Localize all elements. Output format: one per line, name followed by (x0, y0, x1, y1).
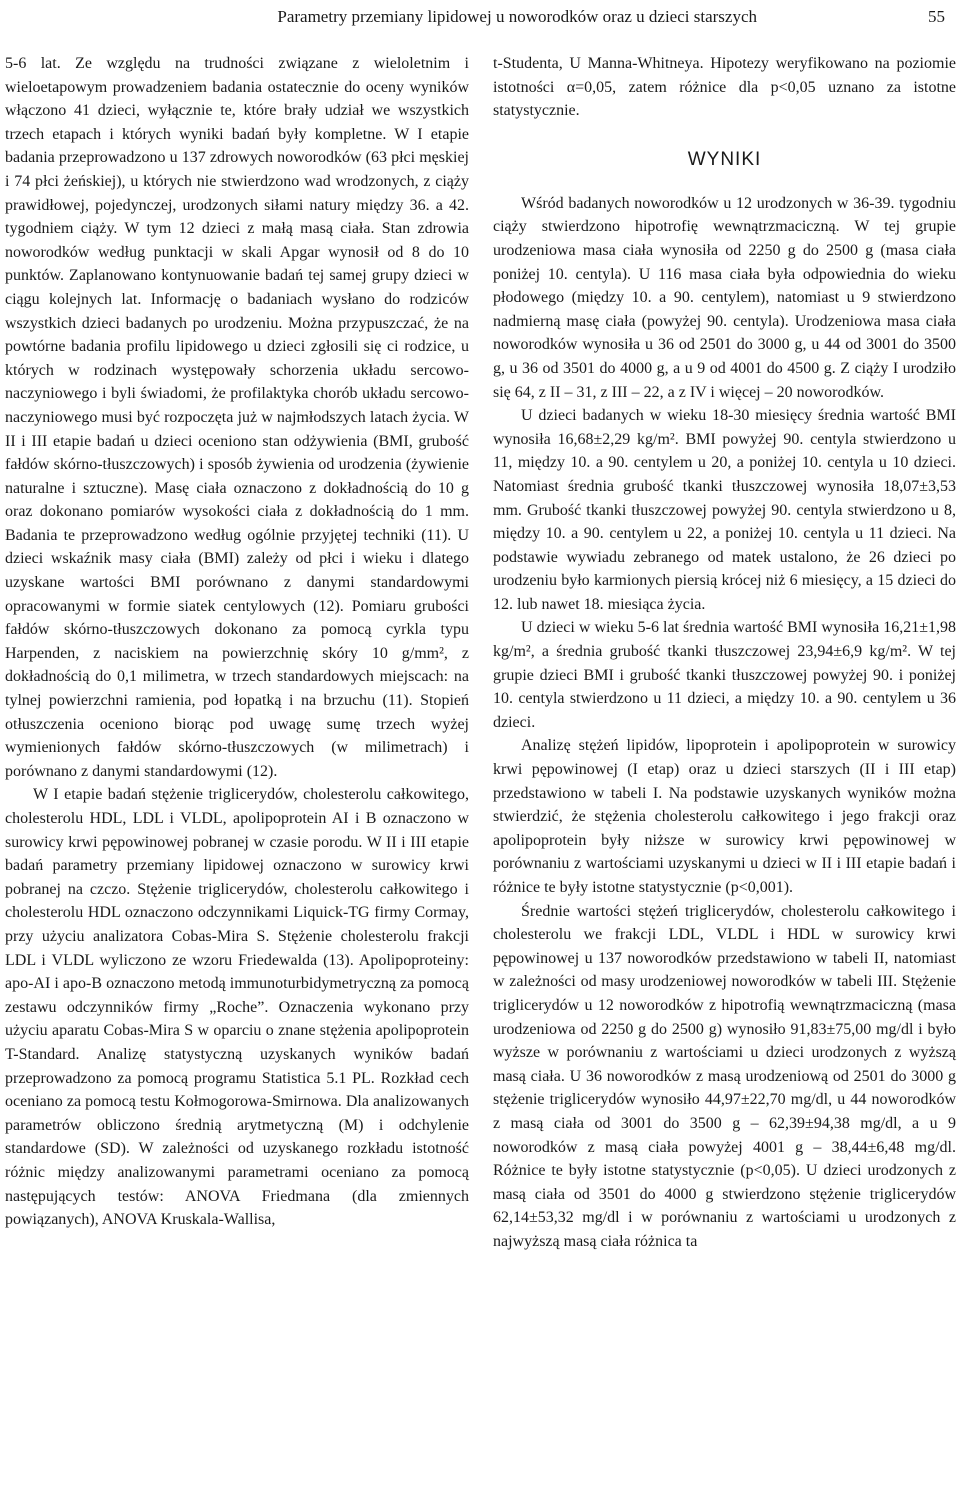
body-paragraph: W I etapie badań stężenie triglicerydów, cholesterolu całkowitego, cholesterolu HDL, LDL i VLDL, apolipoprotein AI i B oznaczono w surowicy krwi pępowinowej pobranej w czasie porodu. W II i III etapie badań parametry przemiany lipidowej oznaczono w surowicy krwi pobranej na czczo. Stężenie triglicerydów, cholesterolu całkowitego i cholesterolu HDL oznaczono odczynnikami Liquick-TG firmy Cormay, przy użyciu analizatora Cobas-Mira S. Stężenie cholesterolu frakcji LDL i VLDL wyliczono ze wzoru Friedewalda (13). Apolipoproteiny: apo-AI i apo-B oznaczono metodą immunoturbidymetryczną za pomocą zestawu odczynników firmy „Roche”. Oznaczenia wykonano przy użyciu aparatu Cobas-Mira S w oparciu o znane stężenia apolipoprotein T-Standard. Analizę statystyczną uzyskanych wyników badań przeprowadzono za pomocą programu Statistica 5.1 PL. Rozkład cech oceniano za pomocą testu Kołmogorowa-Smirnowa. Dla analizowanych parametrów obliczono średnią arytmetyczną (M) i odchylenie standardowe (SD). W zależności od uzyskanego rozkładu istotność różnic między analizowanymi parametrami oceniano za pomocą następujących testów: ANOVA Friedmana (dla zmiennych powiązanych), ANOVA Kruskala-Wallisa, (5, 786, 469, 1229)
body-paragraph: Wśród badanych noworodków u 12 urodzonych w 36-39. tygodniu ciąży stwierdzono hipotrofię wewnątrzmaciczną. W tej grupie urodzeniowa masa ciała wynosiła od 2250 g do 2500 g (masa ciała poniżej 10. centyla). U 116 masa ciała była odpowiednia do wieku płodowego (między 10. a 90. centylem), natomiast u 9 stwierdzono nadmierną masę ciała (powyżej 90. centyla). Urodzeniowa masa ciała noworodków wynosiła u 36 od 2501 do 3000 g, u 44 od 3001 do 3500 g, u 36 od 3501 do 4000 g, a u 9 od 4001 do 4500 g. Z ciąży I urodziło się 64, z II – 31, z III – 22, a z IV i więcej – 20 noworodków. (493, 194, 956, 401)
body-paragraph: U dzieci w wieku 5-6 lat średnia wartość BMI wynosiła 16,21±1,98 kg/m², a średnia grubość tkanki tłuszczowej 23,94±6,9 kg/m². W tej grupie dzieci BMI i grubość tkanki tłuszczowej powyżej 90. i poniżej 10. centyla stwierdzono u 11 dzieci, a między 10. a 90. centylem u 36 dzieci. (493, 619, 956, 731)
body-paragraph: U dzieci badanych w wieku 18-30 miesięcy średnia wartość BMI wynosiła 16,68±2,29 kg/m². BMI powyżej 90. centyla stwierdzono u 11, między 10. a 90. centylem u 20, a poniżej 10. centyla u 10 dzieci. Natomiast średnia grubość tkanki tłuszczowej wynosiła 18,07±3,53 mm. Grubość tkanki tłuszczowej powyżej 90. centyla stwierdzono u 8, między 10. a 90. centylem u 22, a poniżej 10. centyla u 11 dzieci. Na podstawie wywiadu zebranego od matek ustalono, że 26 dzieci po urodzeniu było karmionych piersią krócej niż 6 miesięcy, a 15 dzieci do 12. lub nawet 18. miesiąca życia. (493, 407, 956, 613)
page-number: 55 (928, 7, 945, 26)
right-column (493, 52, 956, 1254)
left-column (5, 52, 469, 1232)
running-header (0, 6, 960, 28)
section-heading: WYNIKI (687, 148, 762, 170)
running-title: Parametry przemiany lipidowej u noworodków oraz u dzieci starszych (277, 7, 757, 26)
body-paragraph: Analizę stężeń lipidów, lipoprotein i apolipoprotein w surowicy krwi pępowinowej (I etap) oraz u dzieci starszych (II i III etap) przedstawiono w tabeli I. Na podstawie uzyskanych wyników można stwierdzić, że stężenia cholesterolu całkowitego i jego frakcji oraz apolipoprotein były niższe w surowicy krwi pępowinowej w porównaniu z wartościami uzyskanymi u dzieci w II i III etapie badań i różnice te były istotne statystycznie (p<0,001). (493, 737, 956, 896)
body-paragraph: Średnie wartości stężeń triglicerydów, cholesterolu całkowitego i cholesterolu we frakcji LDL, VLDL i HDL w surowicy krwi pępowinowej u 137 noworodków przedstawiono w tabeli II, natomiast w zależności od masy urodzeniowej noworodków w tabeli III. Stężenie triglicerydów u 12 noworodków z hipotrofią wewnątrzmaciczną (masa urodzeniowa od 2250 g do 2500 g) wynosiło 91,83±75,00 mg/dl i było wyższe w porównaniu z wartościami u dzieci urodzonych z wyższą masą ciała. U 36 noworodków z masą urodzeniową od 2501 do 3000 g stężenie triglicerydów wynosiło 44,97±22,70 mg/dl, u 44 noworodków z masą ciała od 3001 do 3500 g – 62,39±94,38 mg/dl, a u 9 noworodków z masą ciała powyżej 4001 g – 38,44±6,48 mg/dl. Różnice te były istotne statystycznie (p<0,05). U dzieci urodzonych z masą ciała od 3501 do 4000 g stwierdzono stężenie triglicerydów 62,14±53,32 mg/dl i w porównaniu z wartościami u urodzonych z najwyższą masą ciała różnica ta (493, 902, 956, 1250)
body-paragraph: t-Studenta, U Manna-Whitneya. Hipotezy weryfikowano na poziomie istotności α=0,05, zatem różnice dla p<0,05 uznano za istotne statystycznie. (493, 55, 956, 120)
body-paragraph: 5-6 lat. Ze względu na trudności związane z wieloletnim i wieloetapowym prowadzeniem badania ostatecznie do oceny wyników włączono 41 dzieci, wyłącznie te, które brały udział we wszystkich trzech etapach i których wyniki badań były kompletne. W I etapie badania przeprowadzono u 137 zdrowych noworodków (63 płci męskiej i 74 płci żeńskiej), u których nie stwierdzono wad wrodzonych, z ciąży prawidłowej, pojedynczej, urodzonych siłami natury między 36. a 42. tygodniem ciąży. W tym 12 dzieci z małą masą ciała. Stan zdrowia noworodków według punktacji w skali Apgar wynosił od 8 do 10 punktów. Zaplanowano kontynuowanie badań tej samej grupy dzieci w ciągu kolejnych lat. Informację o badaniach wysłano do rodziców wszystkich dzieci badanych po urodzeniu. Można przypuszczać, że na powtórne badania profilu lipidowego u dzieci zgłosili się ci rodzice, u których w rodzinach występowały schorzenia układu sercowo-naczyniowego i byli świadomi, że profilaktyka chorób układu sercowo-naczyniowego musi być rozpoczęta już w najmłodszych latach życia. W II i III etapie badań u dzieci oceniono stan odżywienia (BMI, grubość fałdów skórno-tłuszczowych) i sposób żywienia od urodzenia (żywienie naturalne i sztuczne). Masę ciała oznaczono z dokładnością do 10 g oraz dokonano pomiarów wysokości ciała z dokładnością do 1 mm. Badania te przeprowadzono według ogólnie przyjętej techniki (11). U dzieci wskaźnik masy ciała (BMI) zależy od płci i wieku i dlatego uzyskane wartości BMI porównano z danymi standardowymi opracowanymi w formie siatek centylowych (12). Pomiaru grubości fałdów skórno-tłuszczowych dokonano za pomocą cyrkla typu Harpenden, z naciskiem na powierzchnię skóry 10 g/mm², z dokładnością do 0,1 milimetra, w trzech standardowych miejscach: na tylnej powierzchni ramienia, pod łopatką i na brzuchu (11). Stopień otłuszczenia oceniono biorąc pod uwagę sumę trzech wyżej wymienionych fałdów skórno-tłuszczowych (w milimetrach) i porównano z danymi standardowymi (12). (5, 55, 469, 780)
